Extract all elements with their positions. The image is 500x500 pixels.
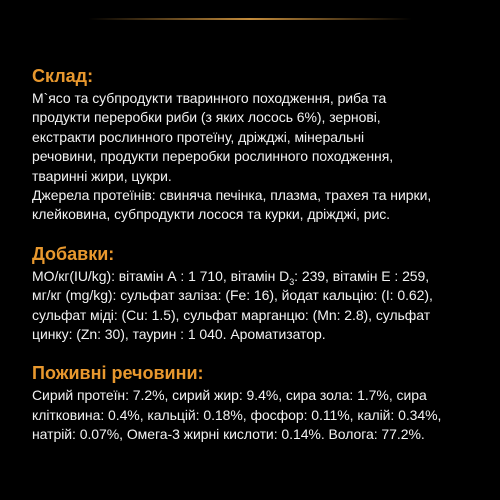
- protein-sources-line: Джерела протеїнів: свиняча печінка, плазма, трахея та нирки,: [32, 187, 432, 204]
- additives-line: цинку: (Zn: 30), таурин : 1 040. Ароматизатор.: [32, 326, 326, 343]
- composition-line: речовини, продукти переробки рослинного походження,: [32, 148, 394, 165]
- additives-heading: Добавки:: [32, 243, 115, 264]
- composition-line: тваринні жири, цукри.: [32, 167, 172, 184]
- composition-line: екстракти рослинного протеїну, дріжджі, мінеральні: [32, 128, 365, 145]
- additives-line: мг/кг (mg/kg): сульфат заліза: (Fe: 16), йодат кальцію: (I: 0.62),: [32, 287, 433, 304]
- additives-vitamins-b: : 239, вітамін Е : 259,: [294, 267, 430, 284]
- additives-vitamins-a: МО/кг(IU/kg): вітамін А : 1 710, вітамін D: [32, 267, 290, 284]
- top-decorative-rule: [88, 18, 412, 20]
- additives-vitamins-line: [32, 267, 482, 286]
- additives-section: [32, 242, 482, 345]
- nutrients-text: [32, 386, 482, 444]
- nutrients-line: клітковина: 0.4%, кальцій: 0.18%, фосфор: 0.11%, калій: 0.34%,: [32, 406, 442, 423]
- protein-sources-line: клейковина, субпродукти лосося та курки, дріжджі, рис.: [32, 206, 391, 223]
- composition-heading: Склад:: [32, 66, 94, 86]
- composition-line: продукти переробки риби (з яких лосось 6%), зернові,: [32, 109, 381, 126]
- additives-line: сульфат міді: (Cu: 1.5), сульфат марганцю: (Mn: 2.8), сульфат: [32, 306, 431, 323]
- nutrients-line: Сирий протеїн: 7.2%, сирий жир: 9.4%, сира зола: 1.7%, сира: [32, 387, 427, 404]
- composition-ingredients: [32, 89, 482, 186]
- vitamin-d-subscript: 3: [289, 276, 295, 287]
- label-content: [32, 64, 482, 462]
- composition-section: [32, 64, 482, 225]
- nutrients-line: натрій: 0.07%, Омега-3 жирні кислоти: 0.14%. Волога: 77.2%.: [32, 426, 425, 443]
- nutrients-section: [32, 361, 482, 444]
- additives-text: [32, 267, 482, 345]
- protein-sources: [32, 186, 482, 225]
- composition-line: М`ясо та субпродукти тваринного походження, риба та: [32, 90, 387, 106]
- nutrients-heading: Поживні речовини:: [32, 363, 204, 384]
